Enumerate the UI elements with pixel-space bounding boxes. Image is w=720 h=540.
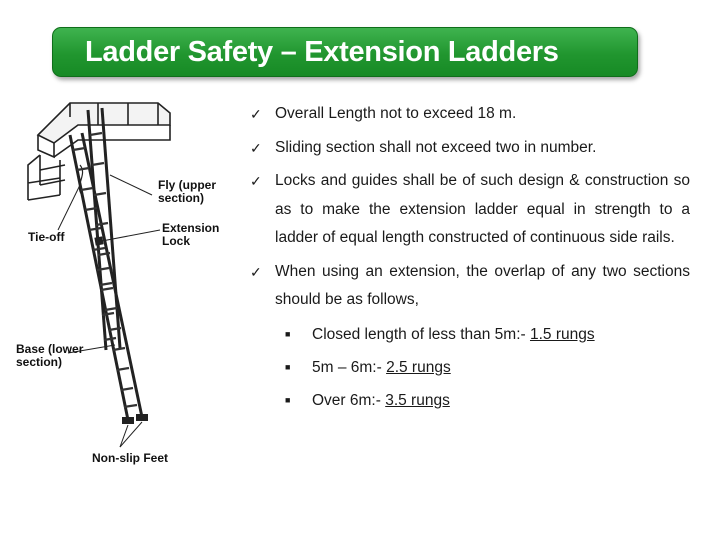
list-item: ✓ Locks and guides shall be of such design & construction so as to make the extension ladder equal in strength to a ladder of equal length constructed of continuous side rails. (248, 167, 690, 253)
extension-ladder-illustration (10, 95, 240, 475)
sub-list-item: ■ Closed length of less than 5m:- 1.5 rungs (248, 318, 690, 351)
check-icon: ✓ (250, 106, 262, 122)
overlap-value: 2.5 rungs (386, 358, 451, 376)
list-item: ✓ When using an extension, the overlap of any two sections should be as follows, (248, 258, 690, 315)
sub-list-item: ■ Over 6m:- 3.5 rungs (248, 384, 690, 417)
sub-list-item: ■ 5m – 6m:- 2.5 rungs (248, 351, 690, 384)
content-list (248, 100, 690, 417)
list-item: ✓ Overall Length not to exceed 18 m. (248, 100, 690, 129)
square-bullet-icon: ■ (285, 394, 291, 405)
check-icon: ✓ (250, 139, 262, 156)
tie-off-label: Tie-off (28, 230, 65, 244)
extension-lock-label: Extension Lock (162, 221, 220, 248)
check-icon: ✓ (250, 263, 262, 280)
overlap-sub-list (248, 318, 690, 417)
title-banner (52, 27, 638, 77)
non-slip-feet-label: Non-slip Feet (92, 451, 169, 465)
overlap-value: 1.5 rungs (529, 325, 595, 343)
page-title: Ladder Safety – Extension Ladders (85, 35, 559, 68)
square-bullet-icon: ■ (285, 361, 291, 372)
square-bullet-icon: ■ (285, 328, 291, 339)
list-item: ✓ Sliding section shall not exceed two in number. (248, 134, 690, 163)
overlap-value: 3.5 rungs (385, 391, 450, 409)
base-section-label: Base (lower section) (16, 342, 84, 369)
fly-section-label: Fly (upper section) (158, 178, 217, 205)
check-icon: ✓ (250, 173, 262, 189)
ladder-figure (10, 95, 240, 475)
